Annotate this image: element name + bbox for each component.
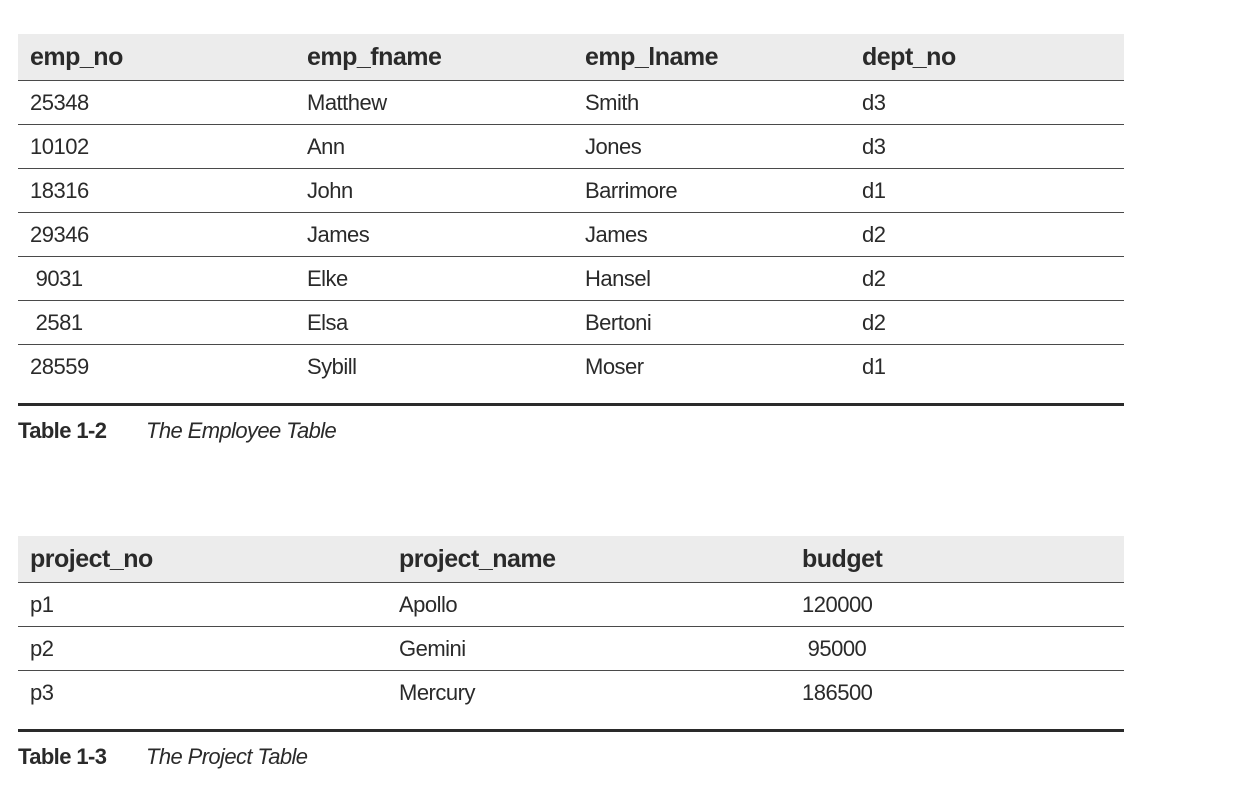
emp-no-cell: 29346 bbox=[18, 213, 295, 257]
emp-no-cell: 10102 bbox=[18, 125, 295, 169]
emp-fname-cell: John bbox=[295, 169, 573, 213]
budget-cell: 186500 bbox=[790, 671, 1124, 731]
table-row bbox=[18, 345, 1124, 405]
dept-no-cell: d3 bbox=[850, 125, 1124, 169]
emp-lname-cell: Barrimore bbox=[573, 169, 850, 213]
project-no-cell: p3 bbox=[18, 671, 387, 731]
table-row bbox=[18, 627, 1124, 671]
budget-cell: 95000 bbox=[790, 627, 1124, 671]
table-header-row bbox=[18, 536, 1124, 583]
emp-fname-cell: James bbox=[295, 213, 573, 257]
caption-title: The Employee Table bbox=[146, 418, 337, 443]
column-header-project-name: project_name bbox=[387, 536, 790, 583]
dept-no-cell: d2 bbox=[850, 257, 1124, 301]
table-caption bbox=[18, 416, 1124, 446]
caption-number: Table 1-2 bbox=[18, 418, 107, 443]
table-header-row bbox=[18, 34, 1124, 81]
table-row bbox=[18, 671, 1124, 731]
table-row bbox=[18, 169, 1124, 213]
emp-no-cell: 25348 bbox=[18, 81, 295, 125]
project-table-figure bbox=[18, 536, 1124, 772]
emp-no-cell: 28559 bbox=[18, 345, 295, 405]
project-no-cell: p2 bbox=[18, 627, 387, 671]
employee-table-figure bbox=[18, 34, 1124, 446]
table-row bbox=[18, 257, 1124, 301]
column-header-dept-no: dept_no bbox=[850, 34, 1124, 81]
project-name-cell: Apollo bbox=[387, 583, 790, 627]
emp-no-cell: 18316 bbox=[18, 169, 295, 213]
dept-no-cell: d2 bbox=[850, 213, 1124, 257]
table-row bbox=[18, 125, 1124, 169]
emp-lname-cell: Hansel bbox=[573, 257, 850, 301]
emp-lname-cell: Jones bbox=[573, 125, 850, 169]
emp-lname-cell: James bbox=[573, 213, 850, 257]
project-name-cell: Mercury bbox=[387, 671, 790, 731]
emp-fname-cell: Elsa bbox=[295, 301, 573, 345]
project-no-cell: p1 bbox=[18, 583, 387, 627]
emp-no-cell: 2581 bbox=[18, 301, 295, 345]
emp-no-cell: 9031 bbox=[18, 257, 295, 301]
column-header-budget: budget bbox=[790, 536, 1124, 583]
emp-lname-cell: Smith bbox=[573, 81, 850, 125]
column-header-emp-fname: emp_fname bbox=[295, 34, 573, 81]
emp-fname-cell: Matthew bbox=[295, 81, 573, 125]
table-caption bbox=[18, 742, 1124, 772]
dept-no-cell: d3 bbox=[850, 81, 1124, 125]
employee-table bbox=[18, 34, 1124, 406]
dept-no-cell: d1 bbox=[850, 169, 1124, 213]
column-header-project-no: project_no bbox=[18, 536, 387, 583]
table-row bbox=[18, 583, 1124, 627]
dept-no-cell: d2 bbox=[850, 301, 1124, 345]
column-header-emp-lname: emp_lname bbox=[573, 34, 850, 81]
table-row bbox=[18, 81, 1124, 125]
column-header-emp-no: emp_no bbox=[18, 34, 295, 81]
dept-no-cell: d1 bbox=[850, 345, 1124, 405]
project-table bbox=[18, 536, 1124, 732]
caption-number: Table 1-3 bbox=[18, 744, 107, 769]
budget-cell: 120000 bbox=[790, 583, 1124, 627]
emp-fname-cell: Ann bbox=[295, 125, 573, 169]
emp-fname-cell: Sybill bbox=[295, 345, 573, 405]
emp-lname-cell: Moser bbox=[573, 345, 850, 405]
emp-lname-cell: Bertoni bbox=[573, 301, 850, 345]
emp-fname-cell: Elke bbox=[295, 257, 573, 301]
caption-title: The Project Table bbox=[146, 744, 308, 769]
project-name-cell: Gemini bbox=[387, 627, 790, 671]
table-row bbox=[18, 213, 1124, 257]
table-row bbox=[18, 301, 1124, 345]
